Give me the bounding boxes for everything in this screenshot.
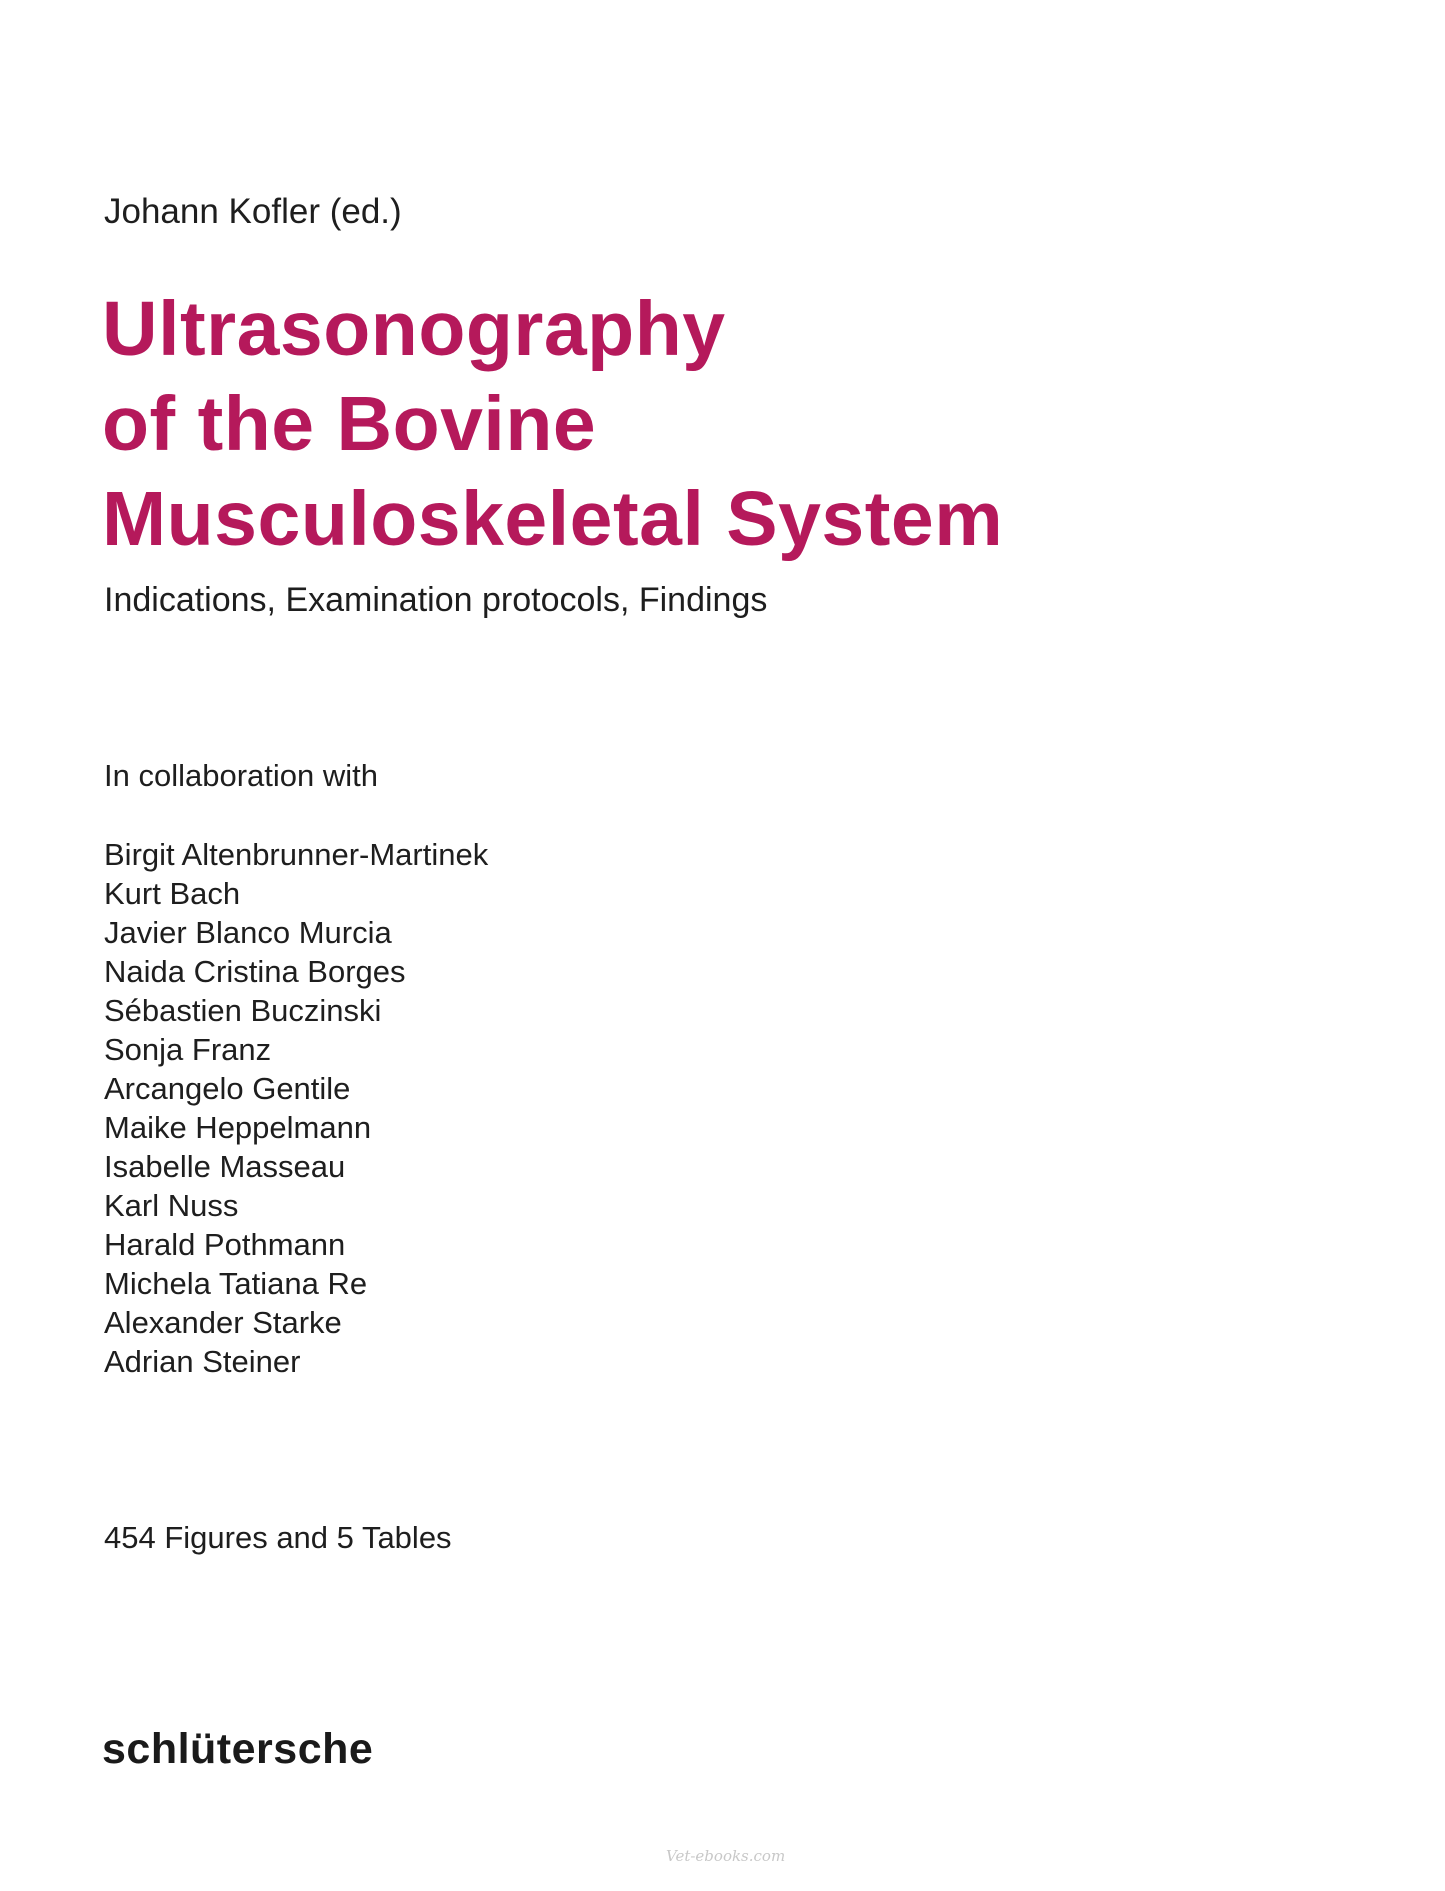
publisher-logo: schlütersche xyxy=(102,1725,374,1773)
contributor-name: Arcangelo Gentile xyxy=(104,1071,351,1106)
contributor-name: Isabelle Masseau xyxy=(104,1149,346,1184)
collaboration-intro: In collaboration with xyxy=(104,758,378,793)
contributor-name: Maike Heppelmann xyxy=(104,1110,372,1145)
book-title-line-2: of the Bovine xyxy=(102,381,597,467)
watermark: Vet-ebooks.com xyxy=(666,1847,786,1865)
figures-tables-note: 454 Figures and 5 Tables xyxy=(104,1520,452,1555)
contributor-name: Adrian Steiner xyxy=(104,1344,301,1379)
contributor-name: Sonja Franz xyxy=(104,1032,272,1067)
contributor-name: Harald Pothmann xyxy=(104,1227,346,1262)
book-title-line-1: Ultrasonography xyxy=(102,286,726,372)
book-title-line-3: Musculoskeletal System xyxy=(102,476,1004,562)
book-title xyxy=(102,282,1003,567)
contributor-name: Birgit Altenbrunner-Martinek xyxy=(104,837,489,872)
editor-credit: Johann Kofler (ed.) xyxy=(104,192,402,231)
contributor-name: Karl Nuss xyxy=(104,1188,239,1223)
contributor-name: Sébastien Buczinski xyxy=(104,993,382,1028)
contributor-name: Alexander Starke xyxy=(104,1305,342,1340)
contributor-list xyxy=(104,835,488,1381)
contributor-name: Naida Cristina Borges xyxy=(104,954,406,989)
contributor-name: Javier Blanco Murcia xyxy=(104,915,392,950)
contributor-name: Michela Tatiana Re xyxy=(104,1266,368,1301)
book-subtitle: Indications, Examination protocols, Findings xyxy=(104,581,768,619)
contributor-name: Kurt Bach xyxy=(104,876,241,911)
